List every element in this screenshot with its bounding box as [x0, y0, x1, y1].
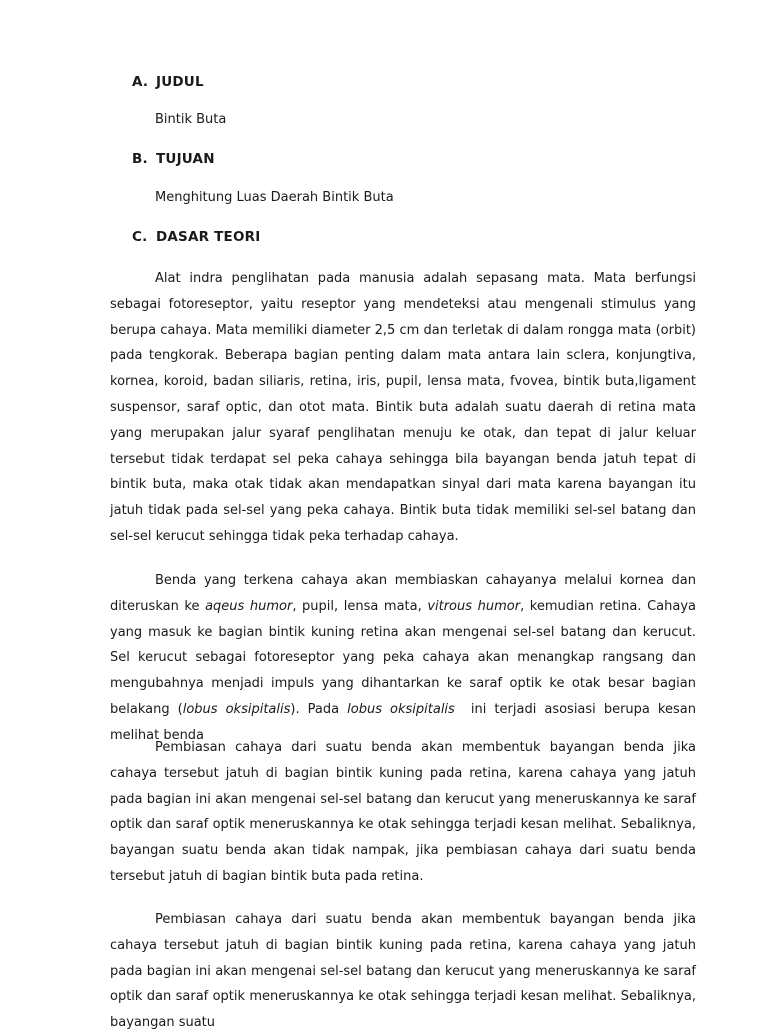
section-a-number: A.	[132, 74, 149, 90]
italic-term-lobus-oksipitalis-1: lobus oksipitalis	[182, 701, 291, 717]
paragraph-2-text-2: , pupil, lensa mata,	[292, 598, 428, 614]
italic-term-aqeus-humor: aqeus humor	[205, 598, 293, 614]
paragraph-3: Pembiasan cahaya dari suatu benda akan membentuk bayangan benda jika cahaya tersebut jatuh di bagian bintik kuning pada retina, karena cahaya yang jatuh pada bagian ini akan mengenai sel-sel batang dan kerucut yang meneruskannya ke saraf optik dan saraf optik meneruskannya ke otak sehingga terjadi kesan melihat. Sebaliknya, bayangan suatu benda akan tidak nampak, jika pembiasan cahaya dari suatu benda tersebut jatuh di bagian bintik buta pada retina.	[110, 740, 696, 884]
section-b-number: B.	[132, 151, 148, 167]
section-c-title: DASAR TEORI	[156, 229, 261, 245]
section-a-heading	[132, 74, 204, 90]
paragraph-4: Pembiasan cahaya dari suatu benda akan membentuk bayangan benda jika cahaya tersebut jatuh di bagian bintik kuning pada retina, karena cahaya yang jatuh pada bagian ini akan mengenai sel-sel batang dan kerucut yang meneruskannya ke saraf optik dan saraf optik meneruskannya ke otak sehingga terjadi kesan melihat. Sebaliknya, bayangan suatu	[110, 912, 696, 1031]
section-c-heading	[132, 229, 260, 245]
section-c-number: C.	[132, 229, 148, 245]
italic-term-vitrous-humor: vitrous humor	[427, 598, 521, 614]
paragraph-1: Alat indra penglihatan pada manusia adalah sepasang mata. Mata berfungsi sebagai fotoreseptor, yaitu reseptor yang mendeteksi atau mengenali stimulus yang berupa cahaya. Mata memiliki diameter 2,5 cm dan terletak di dalam rongga mata (orbit) pada tengkorak. Beberapa bagian penting dalam mata antara lain sclera, konjungtiva, kornea, koroid, badan siliaris, retina, iris, pupil, lensa mata, fvovea, bintik buta,ligament suspensor, saraf optic, dan otot mata. Bintik buta adalah suatu daerah di retina mata yang merupakan jalur syaraf penglihatan menuju ke otak, dan tepat di jalur keluar tersebut tidak terdapat sel peka cahaya sehingga bila bayangan benda jatuh tepat di bintik buta, maka otak tidak akan mendapatkan sinyal dari mata karena bayangan itu jatuh tidak pada sel-sel yang peka cahaya. Bintik buta tidak memiliki sel-sel batang dan sel-sel kerucut sehingga tidak peka terhadap cahaya.	[110, 271, 696, 544]
italic-term-lobus-oksipitalis-2: lobus oksipitalis	[347, 701, 455, 717]
section-b-title: TUJUAN	[156, 151, 215, 167]
section-a-title: JUDUL	[156, 74, 204, 90]
paragraph-2-text-1: Benda yang terkena cahaya akan membiaskan cahayanya melalui kornea dan diteruskan ke	[110, 573, 696, 614]
section-b-content: Menghitung Luas Daerah Bintik Buta	[155, 190, 394, 205]
paragraph-2-text-5: ini terjadi asosiasi berupa kesan melihat benda	[110, 701, 701, 743]
section-a-content: Bintik Buta	[155, 112, 227, 127]
paragraph-2-text-3: , kemudian retina. Cahaya yang masuk ke bagian bintik kuning retina akan mengenai sel-sel batang dan kerucut. Sel kerucut sebagai fotoreseptor yang peka cahaya akan menangkap rangsang dan mengubahnya menjadi impuls yang dihantarkan ke saraf optik ke otak besar bagian belakang (	[110, 598, 696, 717]
section-b-heading	[132, 151, 215, 167]
paragraph-2	[110, 568, 701, 749]
paragraph-2-text-4: ). Pada	[290, 701, 348, 717]
